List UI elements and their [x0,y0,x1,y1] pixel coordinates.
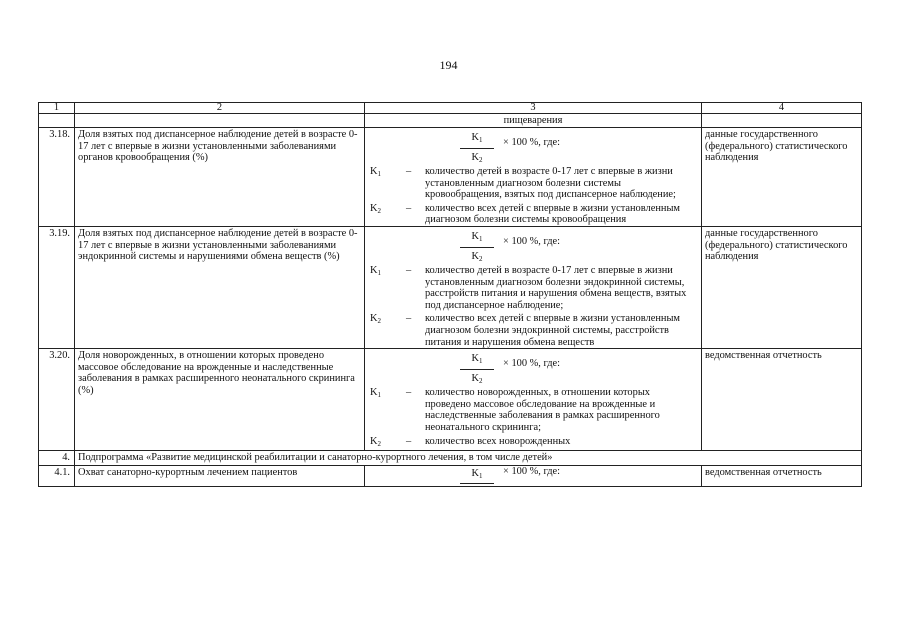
continuation-row [39,114,862,128]
row-number: 4.1. [39,465,75,486]
header-row [39,103,862,114]
data-source: ведомственная отчетность [702,349,862,451]
indicator-name: Доля новорожденных, в отношении которых проведено массовое обследование на врожденные и наследственные заболевания в рамках расширенного неонатального скрининга (%) [75,349,365,451]
k2-definition: $K_2$ – количество всех новорожденных [370,435,571,448]
data-source: ведомственная отчетность [702,465,862,486]
header-cell: 2 [75,103,365,114]
row-number: 3.20. [39,349,75,451]
formula: $\frac{K_1}{K_2}$ × 100 %, где: [368,349,697,385]
indicator-name: Доля взятых под диспансерное наблюдение детей в возрасте 0-17 лет с впервые в жизни установленными заболеваниями эндокринной системы и нарушениями обмена веществ (%) [75,226,365,348]
header-cell: 4 [702,103,862,114]
table-row [39,226,862,348]
calculation-method [365,128,702,227]
k1-definition: $K_1$ – количество новорожденных, в отношении которых проведено массовое обследование на врожденные и наследственные заболевания в рамках расширенного неонатального скрининга; [370,387,660,433]
formula: $\frac{K_1}{K_2}$ × 100 %, где: [368,227,697,263]
indicator-name: Доля взятых под диспансерное наблюдение детей в возрасте 0-17 лет с впервые в жизни установленными заболеваниями органов кровообращения (%) [75,128,365,227]
subprogram-title: Подпрограмма «Развитие медицинской реабилитации и санаторно-курортного лечения, в том числе детей» [75,451,862,466]
calculation-method [365,226,702,348]
calculation-method [365,465,702,486]
header-cell: 1 [39,103,75,114]
k1-definition: $K_1$ – количество детей в возрасте 0-17 лет с впервые в жизни установленным диагнозом болезни эндокринной системы, расстройств питания и нарушения обмена веществ, взятых под диспансерное наблюдение; [370,264,687,311]
formula: $\frac{K_1}{K_2}$ × 100 %, где: [368,128,697,164]
formula: $K_1$ × 100 %, где: [368,466,697,486]
row-number: 4. [39,451,75,466]
data-source: данные государственного (федерального) статистического наблюдения [702,128,862,227]
indicators-table [38,102,862,487]
row-number: 3.18. [39,128,75,227]
data-source: данные государственного (федерального) статистического наблюдения [702,226,862,348]
row-number: 3.19. [39,226,75,348]
table-row [39,349,862,451]
k2-definition: $K_2$ – количество всех детей с впервые в жизни установленным диагнозом болезни эндокринной системы, расстройств питания и нарушения обмена веществ [370,313,680,348]
header-cell: 3 [365,103,702,114]
k1-definition: $K_1$ – количество детей в возрасте 0-17 лет с впервые в жизни установленным диагнозом болезни системы кровообращения, взятых под диспансерное наблюдение; [370,166,676,201]
calculation-method [365,349,702,451]
table-row [39,465,862,486]
continuation-text: пищеварения [365,114,702,128]
table-row [39,128,862,227]
indicator-name: Охват санаторно-курортным лечением пациентов [75,465,365,486]
k2-definition: $K_2$ – количество всех детей с впервые в жизни установленным диагнозом болезни системы кровообращения [370,202,680,226]
page-number: 194 [439,58,458,72]
subprogram-row [39,451,862,466]
